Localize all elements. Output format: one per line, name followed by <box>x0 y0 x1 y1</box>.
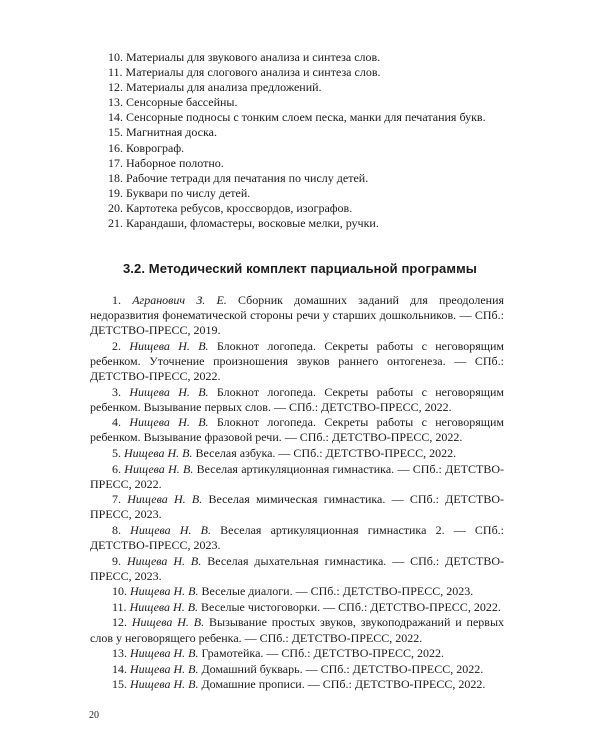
reference-text: Домашние прописи. — СПб.: ДЕТСТВО-ПРЕСС, 2022. <box>201 677 486 692</box>
reference-item <box>90 584 504 599</box>
reference-number: 4. <box>112 415 121 430</box>
reference-number: 14. <box>112 661 127 676</box>
reference-text: Блокнот логопеда. Секреты работы с неговорящим ребенком. Уточнение произношения звуков раннего онтогенеза. — СПб.: ДЕТСТВО-ПРЕСС, 2022. <box>90 338 504 383</box>
references-list <box>90 293 504 693</box>
reference-text: Блокнот логопеда. Секреты работы с неговорящим ребенком. Вызывание первых слов. — СПб.: ДЕТСТВО-ПРЕСС, 2022. <box>90 384 504 414</box>
reference-item <box>90 415 504 445</box>
reference-item <box>90 677 504 692</box>
reference-number: 1. <box>112 293 121 307</box>
reference-item <box>90 385 504 415</box>
reference-author: Нищева Н. В. <box>124 445 193 460</box>
reference-item <box>90 492 504 522</box>
reference-text: Веселая артикуляционная гимнастика. — СПб.: ДЕТСТВО-ПРЕСС, 2022. <box>90 461 504 491</box>
reference-item <box>90 554 504 584</box>
reference-number: 2. <box>112 338 121 353</box>
list-item: 16. Коврограф. <box>108 140 185 155</box>
list-item: 10. Материалы для звукового анализа и синтеза слов. <box>108 50 381 64</box>
reference-author: Агранович З. Е. <box>132 293 227 307</box>
reference-number: 5. <box>112 445 121 460</box>
reference-text: Веселые диалоги. — СПб.: ДЕТСТВО-ПРЕСС, 2023. <box>201 584 474 599</box>
reference-number: 11. <box>112 599 127 614</box>
reference-author: Нищева Н. В. <box>129 384 209 399</box>
reference-author: Нищева Н. В. <box>130 584 199 599</box>
list-item: 19. Буквари по числу детей. <box>108 185 251 200</box>
reference-author: Нищева Н. В. <box>127 492 203 507</box>
reference-author: Нищева Н. В. <box>131 615 205 630</box>
reference-text: Веселые чистоговорки. — СПб.: ДЕТСТВО-ПРЕСС, 2022. <box>201 599 501 614</box>
reference-text: Домашний букварь. — СПб.: ДЕТСТВО-ПРЕСС, 2022. <box>201 661 484 676</box>
section-heading: 3.2. Методический комплект парциальной программы <box>122 261 478 276</box>
list-item: 15. Магнитная доска. <box>108 125 217 140</box>
reference-number: 10. <box>112 584 127 599</box>
reference-item <box>90 446 504 461</box>
reference-text: Веселая мимическая гимнастика. — СПб.: ДЕТСТВО-ПРЕСС, 2023. <box>90 492 505 522</box>
reference-author: Нищева Н. В. <box>130 677 199 692</box>
list-item: 20. Картотека ребусов, кроссвордов, изографов. <box>108 200 353 215</box>
list-item: 11. Материалы для слогового анализа и синтеза слов. <box>108 65 381 80</box>
reference-text: Блокнот логопеда. Секреты работы с неговорящим ребенком. Вызывание фразовой речи. — СПб.: ДЕТСТВО-ПРЕСС, 2022. <box>90 415 504 445</box>
page-number: 20 <box>89 710 99 721</box>
reference-item <box>90 662 504 677</box>
reference-text: Веселая артикуляционная гимнастика 2. — СПб.: ДЕТСТВО-ПРЕСС, 2023. <box>90 522 505 552</box>
list-item: 17. Наборное полотно. <box>108 155 224 170</box>
reference-text: Веселая азбука. — СПб.: ДЕТСТВО-ПРЕСС, 2022. <box>195 445 457 460</box>
reference-author: Нищева Н. В. <box>130 646 199 661</box>
reference-author: Нищева Н. В. <box>130 661 199 676</box>
reference-number: 9. <box>112 553 121 568</box>
reference-item <box>90 339 504 384</box>
reference-number: 13. <box>112 646 127 661</box>
reference-author: Нищева Н. В. <box>124 461 194 476</box>
reference-author: Нищева Н. В. <box>129 599 199 614</box>
reference-number: 8. <box>112 522 121 537</box>
reference-text: Сборник домашних заданий для преодоления недоразвития фонематической стороны речи у старших дошкольников. — СПб.: ДЕТСТВО-ПРЕСС, 2019. <box>90 293 505 338</box>
reference-author: Нищева Н. В. <box>129 338 209 353</box>
reference-author: Нищева Н. В. <box>130 522 211 537</box>
reference-number: 7. <box>112 492 121 507</box>
reference-number: 15. <box>112 677 127 692</box>
reference-item <box>90 615 504 645</box>
reference-number: 3. <box>112 384 121 399</box>
list-item: 14. Сенсорные подносы с тонким слоем песка, манки для печатания букв. <box>108 110 486 125</box>
reference-item <box>90 293 504 338</box>
list-item: 12. Материалы для анализа предложений. <box>108 80 322 95</box>
reference-item <box>90 462 504 492</box>
materials-list <box>108 50 528 231</box>
reference-text: Веселая дыхательная гимнастика. — СПб.: ДЕТСТВО-ПРЕСС, 2023. <box>90 553 505 583</box>
reference-number: 6. <box>112 461 121 476</box>
reference-number: 12. <box>112 615 127 630</box>
reference-item <box>90 646 504 661</box>
reference-text: Грамотейка. — СПб.: ДЕТСТВО-ПРЕСС, 2022. <box>201 646 445 661</box>
list-item: 18. Рабочие тетради для печатания по числу детей. <box>108 170 369 185</box>
reference-item <box>90 600 504 615</box>
list-item: 21. Карандаши, фломастеры, восковые мелки, ручки. <box>108 216 379 231</box>
list-item: 13. Сенсорные бассейны. <box>108 95 238 110</box>
reference-author: Нищева Н. В. <box>129 415 209 430</box>
reference-item <box>90 523 504 553</box>
reference-text: Вызывание простых звуков, звукоподражаний и первых слов у неговорящего ребенка. — СПб.: ДЕТСТВО-ПРЕСС, 2022. <box>90 615 505 645</box>
reference-author: Нищева Н. В. <box>126 553 202 568</box>
